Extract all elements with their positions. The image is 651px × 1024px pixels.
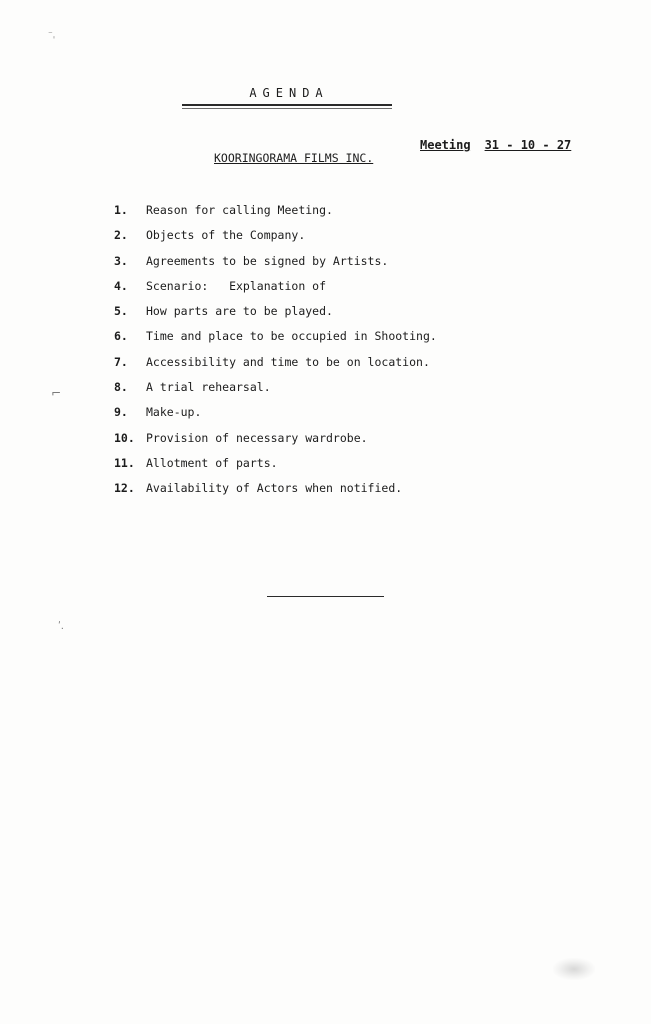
item-number: 12. bbox=[114, 481, 135, 496]
item-text: Objects of the Company. bbox=[146, 228, 306, 243]
smudge-mark bbox=[553, 958, 595, 980]
item-number: 3. bbox=[114, 253, 128, 268]
stray-mark: ʹ. bbox=[58, 621, 64, 632]
agenda-title: AGENDA bbox=[249, 86, 329, 100]
item-number: 7. bbox=[114, 354, 128, 369]
agenda-item bbox=[114, 279, 437, 304]
agenda-item bbox=[114, 329, 437, 354]
agenda-item bbox=[114, 304, 437, 329]
meeting-label: Meeting bbox=[420, 138, 471, 152]
item-number: 4. bbox=[114, 278, 128, 293]
agenda-item bbox=[114, 380, 437, 405]
item-text: Scenario: Explanation of bbox=[146, 278, 327, 293]
title-underline bbox=[182, 104, 392, 106]
agenda-item bbox=[114, 203, 437, 228]
item-number: 9. bbox=[114, 405, 128, 420]
item-number: 2. bbox=[114, 228, 128, 243]
stray-mark: ⌐ bbox=[51, 386, 62, 400]
agenda-item bbox=[114, 254, 437, 279]
item-number: 1. bbox=[114, 203, 128, 217]
company-name: KOORINGORAMA FILMS INC. bbox=[214, 151, 374, 165]
title-underline-thin bbox=[182, 108, 392, 109]
item-text: How parts are to be played. bbox=[146, 304, 333, 319]
item-number: 5. bbox=[114, 304, 128, 319]
stray-mark: ⁻ˌ bbox=[48, 30, 56, 40]
agenda-item bbox=[114, 355, 437, 380]
item-text: Availability of Actors when notified. bbox=[146, 481, 403, 496]
item-text: Time and place to be occupied in Shooting. bbox=[146, 329, 437, 344]
closing-rule bbox=[267, 596, 384, 597]
item-number: 10. bbox=[114, 430, 135, 445]
meeting-line bbox=[420, 138, 571, 152]
item-number: 11. bbox=[114, 455, 135, 470]
agenda-item bbox=[114, 431, 437, 456]
agenda-item bbox=[114, 456, 437, 481]
item-text: Accessibility and time to be on location. bbox=[146, 354, 430, 369]
item-text: Allotment of parts. bbox=[146, 455, 278, 470]
item-text: A trial rehearsal. bbox=[146, 380, 271, 395]
item-text: Provision of necessary wardrobe. bbox=[146, 430, 368, 445]
item-number: 6. bbox=[114, 329, 128, 344]
agenda-item bbox=[114, 405, 437, 430]
item-text: Make-up. bbox=[146, 405, 202, 420]
agenda-item bbox=[114, 228, 437, 253]
agenda-item bbox=[114, 481, 437, 506]
agenda-list bbox=[114, 203, 437, 507]
item-number: 8. bbox=[114, 380, 128, 395]
item-text: Agreements to be signed by Artists. bbox=[146, 253, 389, 268]
item-text: Reason for calling Meeting. bbox=[146, 203, 333, 217]
meeting-date: 31 - 10 - 27 bbox=[484, 138, 572, 152]
